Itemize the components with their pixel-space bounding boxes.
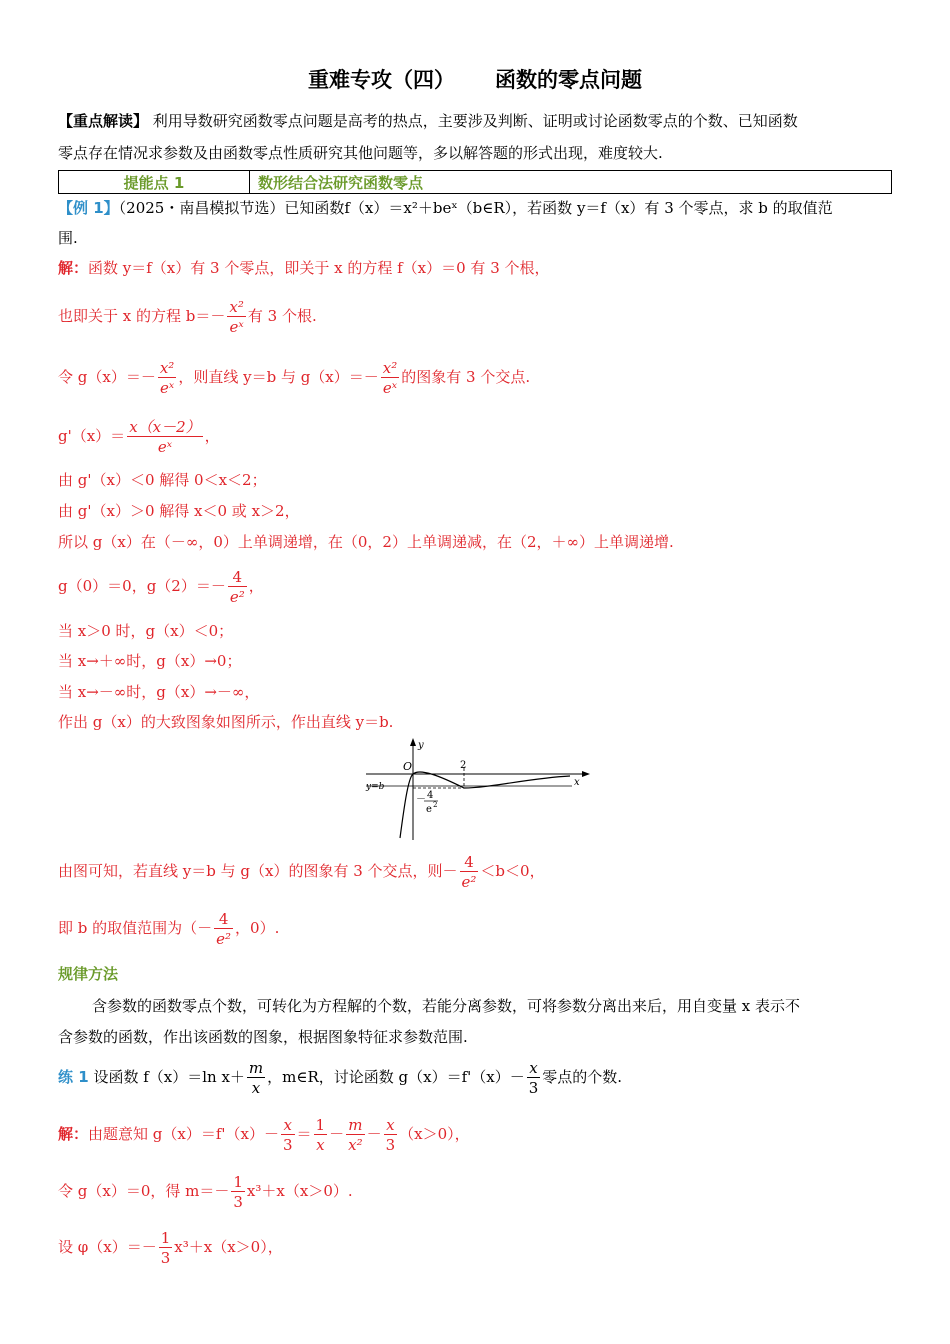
frac-num: x bbox=[386, 1115, 395, 1134]
example1-source: （2025・南昌模拟节选）已知函数 bbox=[118, 199, 345, 217]
example1-label: 【例 1】 bbox=[58, 199, 119, 217]
frac-den: 3 bbox=[385, 1135, 396, 1154]
frac-den: x bbox=[314, 1134, 328, 1155]
example1-text: f（x）＝x²＋beˣ（b∈R），若函数 y＝f（x）有 3 个零点，求 b 的取值范 bbox=[344, 199, 833, 217]
title-left: 重难专攻（四） bbox=[308, 68, 455, 92]
sol1-text-14a: 即 b 的取值范围为（－ bbox=[58, 919, 213, 937]
frac-num: x（x－2） bbox=[129, 417, 201, 436]
method-heading: 规律方法 bbox=[58, 965, 119, 983]
practice1-text-a: 设函数 f（x）＝ln x＋ bbox=[88, 1068, 245, 1086]
frac-1-3 bbox=[231, 1173, 245, 1212]
frac-num: 4 bbox=[464, 852, 474, 871]
sol2-text-2a: 令 g（x）＝0，得 m＝－ bbox=[58, 1182, 230, 1200]
sol1-text-4b: ， bbox=[204, 427, 220, 445]
sol2-text-1a: 由题意知 g（x）＝f'（x）－ bbox=[88, 1125, 279, 1143]
sol1-text-3b: ，则直线 y＝b 与 g（x）＝－ bbox=[178, 368, 379, 386]
frac-4-e2-2 bbox=[460, 853, 479, 892]
sol1-line-7: 所以 g（x）在（－∞，0）上单调递增，在（0，2）上单调递减，在（2，＋∞）上单调递增. bbox=[58, 533, 674, 551]
intro-line-2 bbox=[58, 142, 894, 164]
method-line-1: 含参数的函数零点个数，可转化为方程解的个数，若能分离参数，可将参数分离出来后，用自变量 x 表示不 bbox=[92, 997, 801, 1015]
frac-m-x bbox=[247, 1059, 265, 1098]
sol1-text-13b: ＜b＜0， bbox=[480, 862, 545, 880]
practice1-text-b: ，m∈R，讨论函数 g（x）＝f'（x）－ bbox=[267, 1068, 525, 1086]
sol1-line-11: 当 x→－∞时，g（x）→－∞， bbox=[58, 683, 260, 701]
frac-den: 3 bbox=[160, 1248, 171, 1267]
sol1-text-1: 函数 y＝f（x）有 3 个零点，即关于 x 的方程 f（x）＝0 有 3 个根， bbox=[88, 259, 550, 277]
frac-num: x² bbox=[229, 297, 244, 316]
function-graph bbox=[360, 738, 590, 840]
sol1-text-8b: ， bbox=[248, 577, 264, 595]
practice1-label: 练 1 bbox=[58, 1068, 89, 1086]
y-label: y bbox=[418, 740, 424, 751]
frac-den: e² bbox=[461, 872, 477, 891]
frac-den: x² bbox=[348, 1135, 363, 1154]
frac-den: 3 bbox=[528, 1078, 539, 1097]
sol2-text-3a: 设 φ（x）＝－ bbox=[58, 1238, 157, 1256]
x-axis-arrow bbox=[582, 771, 590, 777]
frac-num: x bbox=[529, 1058, 538, 1077]
sol2-label: 解： bbox=[58, 1125, 89, 1143]
frac-1-3-b bbox=[159, 1229, 173, 1268]
frac-den: 3 bbox=[233, 1192, 243, 1211]
yb-label: y=b bbox=[366, 782, 385, 792]
min-sign: － bbox=[416, 794, 426, 805]
sol1-line-14 bbox=[58, 908, 894, 949]
frac-x2-ex bbox=[227, 298, 245, 337]
sol1-line-13 bbox=[58, 851, 894, 892]
origin-label: O bbox=[403, 760, 413, 773]
frac-den: 3 bbox=[282, 1135, 293, 1154]
sol2-text-2b: x³＋x（x＞0）. bbox=[246, 1182, 353, 1200]
sol2-line-2 bbox=[58, 1171, 894, 1212]
frac-den: eˣ bbox=[158, 377, 176, 398]
frac-den: eˣ bbox=[127, 436, 202, 457]
frac-num: 4 bbox=[218, 909, 229, 928]
sol2-line-3 bbox=[58, 1227, 894, 1268]
frac-num: 1 bbox=[315, 1115, 326, 1134]
sol1-line-6: 由 g'（x）＞0 解得 x＜0 或 x＞2， bbox=[58, 502, 300, 520]
sol1-line-4 bbox=[58, 416, 894, 457]
sol2-text-3b: x³＋x（x＞0）， bbox=[174, 1238, 283, 1256]
sol1-label: 解： bbox=[58, 259, 89, 277]
sol1-line-1 bbox=[58, 257, 894, 279]
frac-4-e2-3 bbox=[214, 910, 233, 949]
frac-num: 1 bbox=[160, 1228, 171, 1247]
sol1-text-14b: ，0）. bbox=[235, 919, 280, 937]
frac-1-x bbox=[314, 1116, 328, 1155]
sol1-line-2 bbox=[58, 296, 894, 337]
point-table bbox=[58, 170, 892, 194]
tick-2-label: 2 bbox=[460, 760, 467, 771]
example1-line-1 bbox=[58, 197, 894, 219]
sol1-text-2b: 有 3 个根. bbox=[247, 307, 317, 325]
frac-den: eˣ bbox=[227, 316, 245, 337]
sol2-line-1 bbox=[58, 1114, 894, 1155]
frac-den: e² bbox=[229, 587, 245, 606]
sol1-text-4a: g'（x）＝ bbox=[58, 427, 126, 445]
example1-line-2 bbox=[58, 227, 894, 249]
intro-text-2: 零点存在情况求参数及由函数零点性质研究其他问题等，多以解答题的形式出现，难度较大. bbox=[58, 144, 663, 162]
point-label: 提能点 1 bbox=[59, 171, 250, 193]
frac-x-3-b bbox=[281, 1116, 295, 1155]
title-right: 函数的零点问题 bbox=[495, 68, 642, 92]
intro-label: 【重点解读】 bbox=[58, 112, 149, 130]
sol2-text-1b: （x＞0）， bbox=[399, 1125, 470, 1143]
sol1-line-12: 作出 g（x）的大致图象如图所示，作出直线 y＝b. bbox=[58, 713, 394, 731]
sol1-text-8a: g（0）＝0，g（2）＝－ bbox=[58, 577, 226, 595]
frac-num: x² bbox=[159, 358, 175, 377]
frac-m-x2 bbox=[346, 1116, 364, 1155]
frac-den: e² bbox=[216, 929, 232, 948]
point-name: 数形结合法研究函数零点 bbox=[258, 173, 424, 192]
sol1-text-3a: 令 g（x）＝－ bbox=[58, 368, 156, 386]
sol1-text-3c: 的图象有 3 个交点. bbox=[401, 368, 531, 386]
sol1-text-13a: 由图可知，若直线 y＝b 与 g（x）的图象有 3 个交点，则－ bbox=[58, 862, 458, 880]
frac-num: x bbox=[283, 1115, 292, 1134]
min-num: 4 bbox=[427, 790, 434, 801]
sol1-line-10: 当 x→＋∞时，g（x）→0； bbox=[58, 652, 242, 670]
op-eq: ＝ bbox=[296, 1125, 312, 1143]
frac-num: m bbox=[348, 1115, 363, 1134]
practice1-text-c: 零点的个数. bbox=[542, 1068, 623, 1086]
frac-x-3 bbox=[527, 1059, 541, 1098]
method-line-2: 含参数的函数，作出该函数的图象，根据图象特征求参数范围. bbox=[58, 1028, 468, 1046]
min-den-exp: 2 bbox=[433, 801, 438, 809]
frac-den: x bbox=[247, 1077, 265, 1098]
frac-num: m bbox=[248, 1058, 264, 1077]
frac-derivative bbox=[127, 418, 202, 457]
frac-x2-ex-2 bbox=[158, 359, 176, 398]
sol1-text-2a: 也即关于 x 的方程 b＝－ bbox=[58, 307, 226, 325]
sol1-line-9: 当 x＞0 时，g（x）＜0； bbox=[58, 622, 234, 640]
op-minus: － bbox=[329, 1125, 345, 1143]
min-den: e bbox=[426, 804, 432, 815]
intro-text-1: 利用导数研究函数零点问题是高考的热点，主要涉及判断、证明或讨论函数零点的个数、已知函数 bbox=[148, 112, 798, 130]
sol1-line-8 bbox=[58, 566, 894, 607]
sol1-line-3 bbox=[58, 357, 894, 398]
intro-line-1 bbox=[58, 110, 894, 132]
example1-text-2: 围. bbox=[58, 229, 78, 247]
frac-4-e2 bbox=[228, 568, 247, 607]
frac-num: 1 bbox=[233, 1172, 243, 1191]
frac-num: x² bbox=[382, 358, 398, 377]
sol1-line-5: 由 g'（x）＜0 解得 0＜x＜2； bbox=[58, 471, 267, 489]
frac-num: 4 bbox=[232, 567, 243, 586]
x-label: x bbox=[574, 777, 580, 788]
op-minus: － bbox=[366, 1125, 382, 1143]
y-axis-arrow bbox=[410, 738, 416, 746]
frac-x-3-c bbox=[384, 1116, 398, 1155]
frac-x2-ex-3 bbox=[381, 359, 399, 398]
page-title bbox=[0, 64, 950, 94]
frac-den: eˣ bbox=[381, 377, 399, 398]
practice1-line bbox=[58, 1057, 894, 1098]
